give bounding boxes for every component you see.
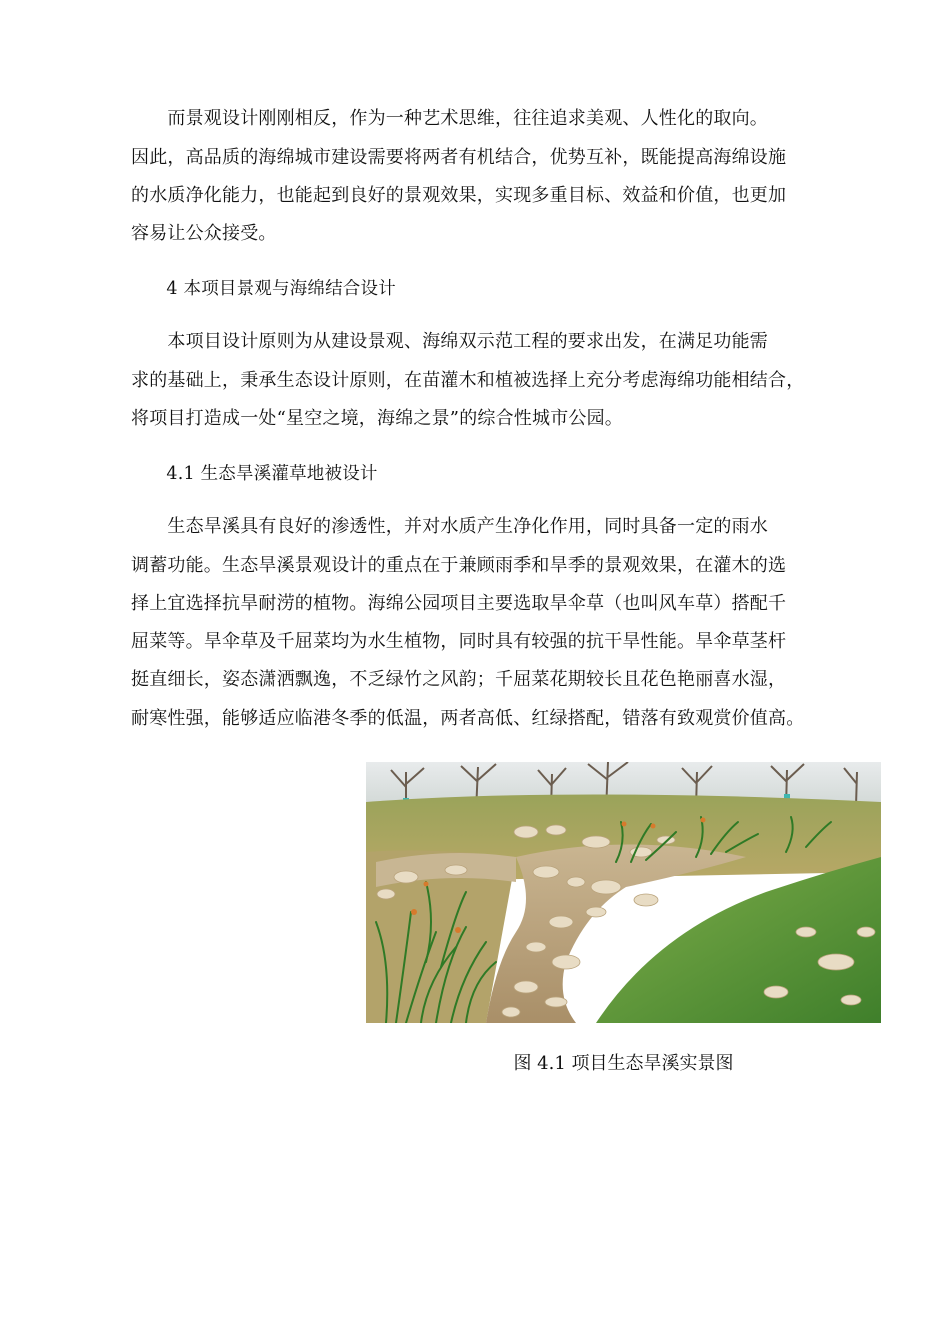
subsection-heading: 4.1 生态旱溪灌草地被设计 [131, 464, 378, 484]
paragraph-line: 生态旱溪具有良好的渗透性，并对水质产生净化作用，同时具备一定的雨水 [131, 516, 768, 537]
paragraph-line: 择上宜选择抗旱耐涝的植物。海绵公园项目主要选取旱伞草（也叫风车草）搭配千 [131, 593, 787, 614]
paragraph-line: 耐寒性强，能够适应临港冬季的低温，两者高低、红绿搭配，错落有致观赏价值高。 [131, 708, 805, 729]
figure-caption: 图 4.1 项目生态旱溪实景图 [513, 1053, 734, 1074]
paragraph-line: 容易让公众接受。 [131, 223, 277, 244]
paragraph-line: 屈菜等。旱伞草及千屈菜均为水生植物，同时具有较强的抗干旱性能。旱伞草茎杆 [131, 631, 787, 652]
paragraph-line: 的水质净化能力，也能起到良好的景观效果，实现多重目标、效益和价值，也更加 [131, 185, 787, 206]
paragraph-line: 挺直细长，姿态潇洒飘逸，不乏绿竹之风韵；千屈菜花期较长且花色艳丽喜水湿， [131, 669, 787, 690]
paragraph-line: 因此，高品质的海绵城市建设需要将两者有机结合，优势互补，既能提高海绵设施 [131, 147, 787, 168]
paragraph-line: 将项目打造成一处“星空之境，海绵之景”的综合性城市公园。 [131, 408, 624, 429]
paragraph-line: 求的基础上，秉承生态设计原则，在苗灌木和植被选择上充分考虑海绵功能相结合， [131, 370, 805, 391]
section-heading: 4 本项目景观与海绵结合设计 [131, 279, 396, 299]
paragraph-line: 而景观设计刚刚相反，作为一种艺术思维，往往追求美观、人性化的取向。 [131, 108, 768, 129]
paragraph-line: 本项目设计原则为从建设景观、海绵双示范工程的要求出发，在满足功能需 [131, 331, 768, 352]
paragraph-line: 调蓄功能。生态旱溪景观设计的重点在于兼顾雨季和旱季的景观效果，在灌木的选 [131, 555, 787, 576]
dry-creek-photo [366, 762, 881, 1023]
